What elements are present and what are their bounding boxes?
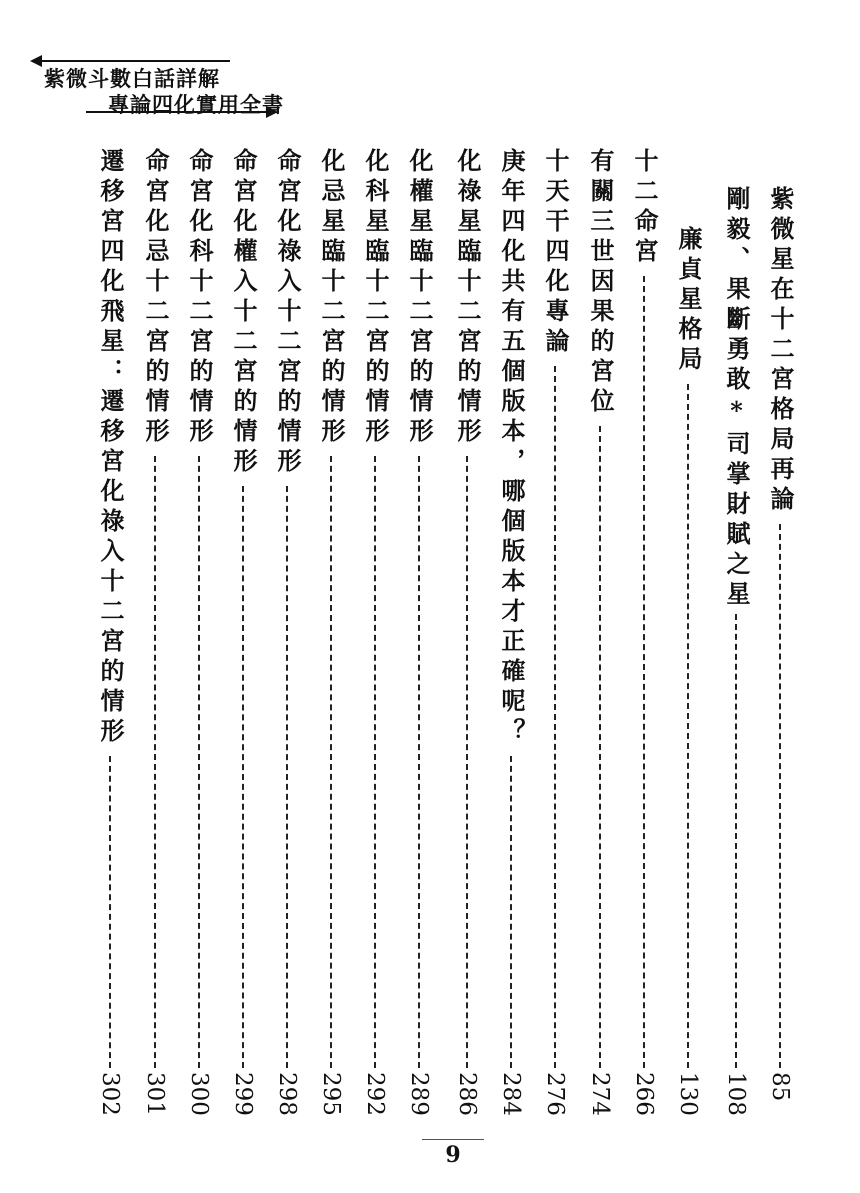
- toc-entry-title: 命宮化科十二宮的情形: [185, 148, 214, 448]
- toc-entry: [182, 0, 216, 1193]
- toc-entry-title: 紫微星在十二宮格局再論: [766, 186, 795, 516]
- toc-entry-title: 十二命宮: [630, 148, 659, 268]
- toc-entry-page: 299: [230, 1072, 256, 1116]
- toc-entry-title: 廉貞星格局: [674, 226, 703, 376]
- toc-leader-dots: [198, 456, 200, 1068]
- toc-leader-dots: [109, 756, 111, 1068]
- toc-entry-page: 274: [587, 1072, 613, 1116]
- toc-entry-page: 302: [97, 1072, 123, 1116]
- toc-entry: [583, 0, 617, 1193]
- toc-entry-page: 286: [454, 1072, 480, 1116]
- toc-entry-title: 有關三世因果的宮位: [586, 148, 615, 418]
- toc-leader-dots: [687, 384, 689, 1068]
- toc-leader-dots: [466, 456, 468, 1068]
- book-title: 專論四化實用全書: [108, 93, 284, 117]
- toc-entry-title: 化祿星臨十二宮的情形: [453, 148, 482, 448]
- toc-leader-dots: [554, 366, 556, 1068]
- toc-entry: [270, 0, 304, 1193]
- toc-entry-page: 85: [767, 1072, 793, 1102]
- toc-leader-dots: [418, 456, 420, 1068]
- toc-entry-page: 130: [675, 1072, 701, 1116]
- toc-entry-title: 十天干四化專論: [541, 148, 570, 358]
- toc-entry-page: 292: [362, 1072, 388, 1116]
- toc-leader-dots: [242, 486, 244, 1068]
- toc-entry-title: 命宮化祿入十二宮的情形: [273, 148, 302, 478]
- toc-entry: [402, 0, 436, 1193]
- toc-entry: [450, 0, 484, 1193]
- toc-entry-title: 庚年四化共有五個版本，哪個版本才正確呢？: [497, 148, 526, 748]
- series-title: 紫微斗數白話詳解: [44, 67, 220, 91]
- toc-entry-page: 266: [631, 1072, 657, 1116]
- toc-entry: [494, 0, 528, 1193]
- toc-entry-page: 298: [274, 1072, 300, 1116]
- toc-entry: [226, 0, 260, 1193]
- toc-entry-title: 命宮化權入十二宮的情形: [229, 148, 258, 478]
- toc-entry: [538, 0, 572, 1193]
- toc-entry-page: 108: [723, 1072, 749, 1116]
- toc-entry-title: 命宮化忌十二宮的情形: [141, 148, 170, 448]
- toc-entry: [138, 0, 172, 1193]
- toc-entry-title: 剛毅、果斷勇敢*司掌財賦之星: [722, 186, 751, 611]
- toc-entry: [671, 0, 705, 1193]
- toc-leader-dots: [374, 456, 376, 1068]
- toc-entry-title: 化科星臨十二宮的情形: [361, 148, 390, 448]
- toc-leader-dots: [735, 614, 737, 1068]
- toc-leader-dots: [643, 276, 645, 1068]
- toc-leader-dots: [779, 524, 781, 1068]
- toc-entry-page: 284: [498, 1072, 524, 1116]
- toc-entry-page: 295: [318, 1072, 344, 1116]
- toc-leader-dots: [286, 486, 288, 1068]
- toc-entry-title: 化忌星臨十二宮的情形: [317, 148, 346, 448]
- toc-leader-dots: [599, 426, 601, 1068]
- toc-leader-dots: [510, 756, 512, 1068]
- toc-entry: [763, 0, 797, 1193]
- toc-entry-page: 289: [406, 1072, 432, 1116]
- toc-entry: [314, 0, 348, 1193]
- toc-leader-dots: [330, 456, 332, 1068]
- toc-entry-page: 276: [542, 1072, 568, 1116]
- toc-entry: [93, 0, 127, 1193]
- toc-entry-page: 300: [186, 1072, 212, 1116]
- toc-entry: [627, 0, 661, 1193]
- toc-entry-title: 化權星臨十二宮的情形: [405, 148, 434, 448]
- toc-leader-dots: [154, 456, 156, 1068]
- toc-entry: [358, 0, 392, 1193]
- toc-entry-page: 301: [142, 1072, 168, 1116]
- toc-entry: [719, 0, 753, 1193]
- toc-entry-title: 遷移宮四化飛星：遷移宮化祿入十二宮的情形: [96, 148, 125, 748]
- page-number: 9: [445, 1142, 461, 1168]
- page-number-rule: [422, 1139, 484, 1140]
